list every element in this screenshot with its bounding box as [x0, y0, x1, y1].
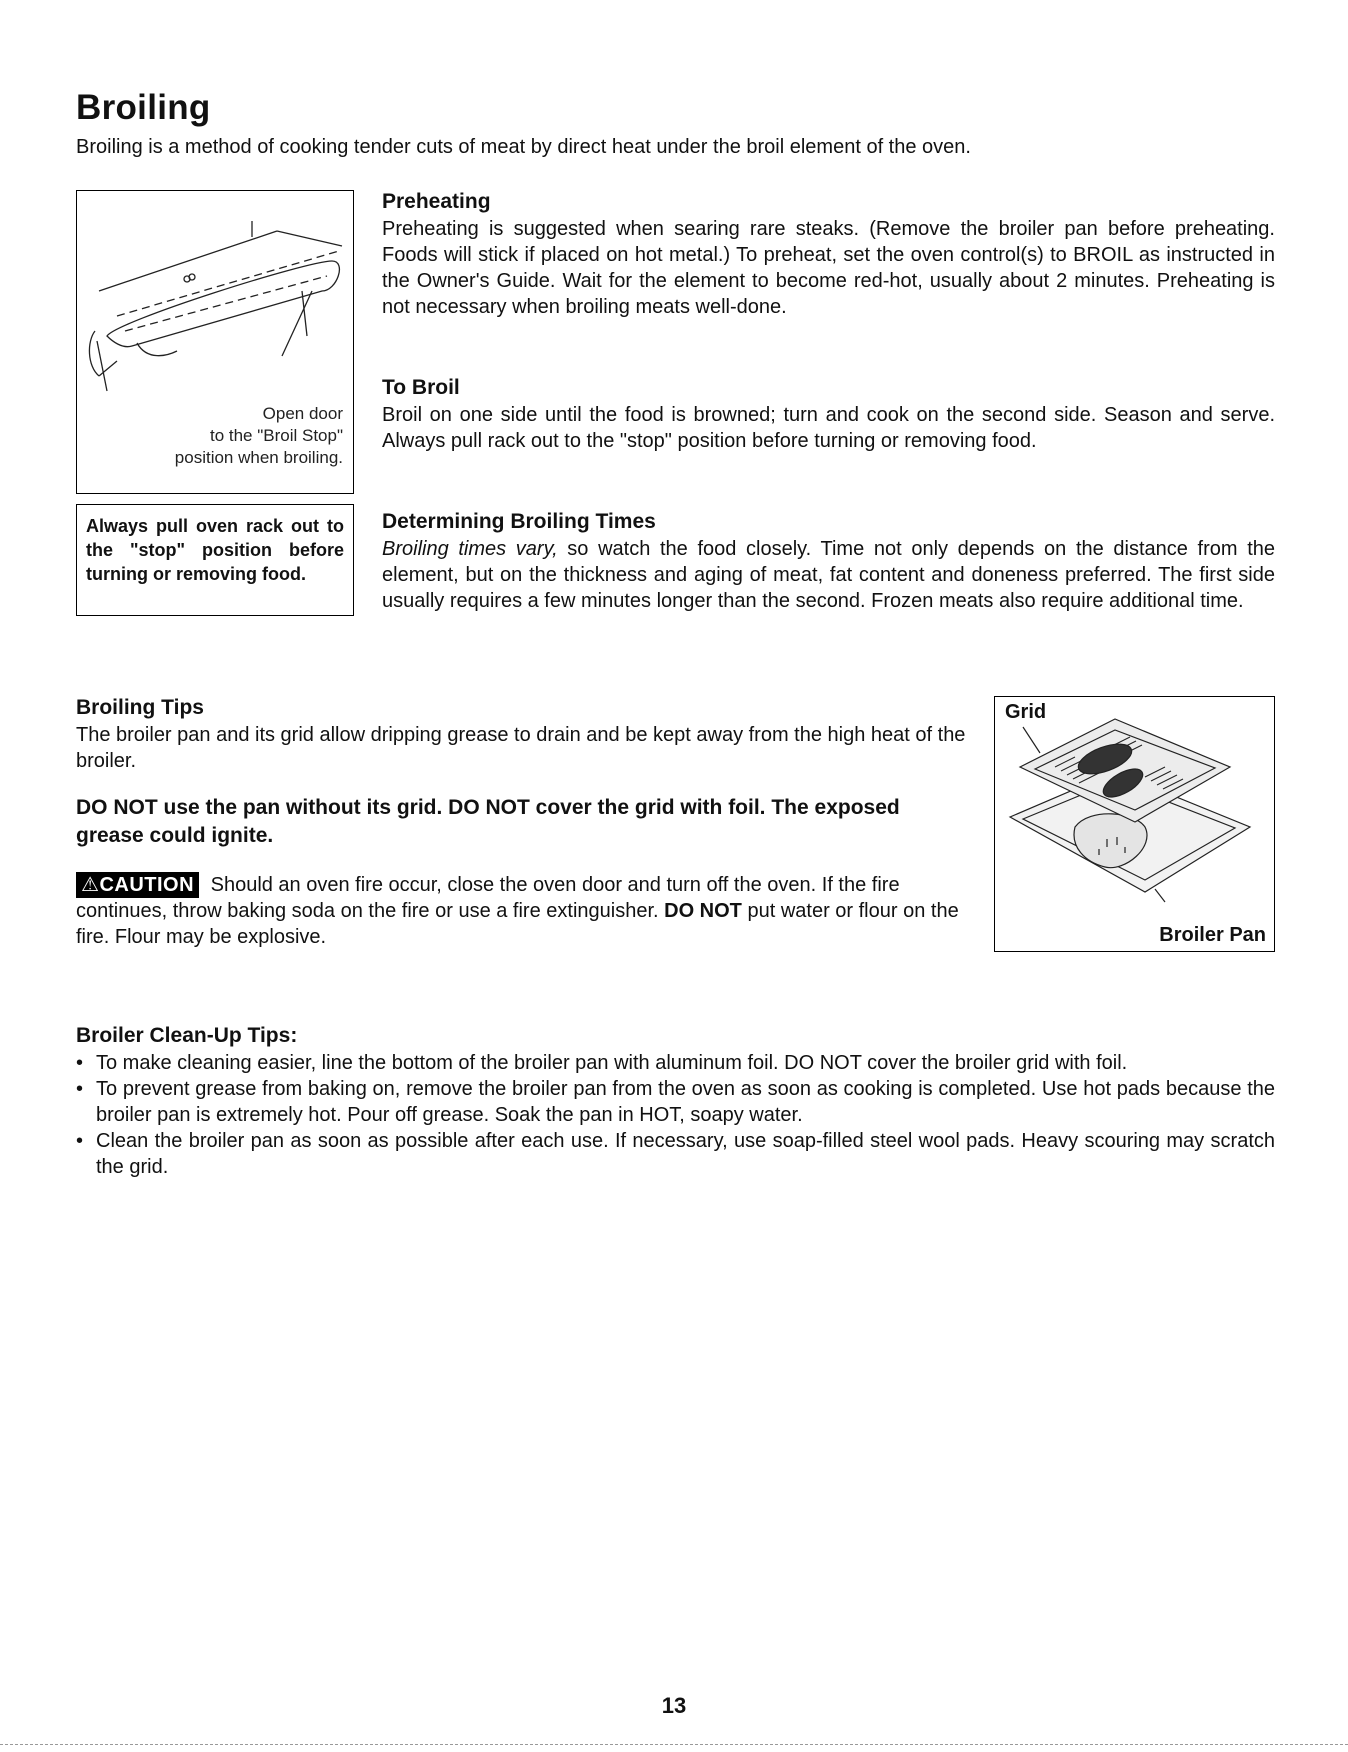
- door-caption-line: to the "Broil Stop": [209, 426, 343, 445]
- to-broil-section: [382, 374, 1275, 454]
- oven-door-figure: [76, 190, 354, 494]
- door-caption: [175, 403, 343, 469]
- broiling-tips-body: The broiler pan and its grid allow dripping grease to drain and be kept away from the high heat of the broiler.: [76, 724, 966, 772]
- broiling-tips-section: [76, 694, 970, 950]
- footer-divider: [0, 1744, 1348, 1745]
- caution-text-end: put water or flour on the fire. Flour may be explosive.: [76, 900, 959, 948]
- broiling-tips-heading: Broiling Tips: [76, 696, 204, 719]
- list-item: • Clean the broiler pan as soon as possible after each use. If necessary, use soap-filled steel wool pads. Heavy scouring may scratch the grid.: [76, 1128, 1275, 1180]
- list-item: • To make cleaning easier, line the bottom of the broiler pan with aluminum foil. DO NOT cover the broiler grid with foil.: [76, 1050, 1275, 1076]
- caution-badge: [76, 872, 199, 898]
- preheating-body: Preheating is suggested when searing rare steaks. (Remove the broiler pan before preheating. Foods will stick if placed on hot metal.) To preheat, set the oven control(s) to BROIL as instructed in the Owner's Guide. Wait for the element to become red-hot, usually about 2 minutes. Preheating is not necessary when broiling meats well-done.: [382, 218, 1275, 318]
- rack-warning-box: Always pull oven rack out to the "stop" position before turning or removing food.: [76, 504, 354, 616]
- broiling-times-heading: Determining Broiling Times: [382, 510, 656, 533]
- warning-triangle-icon: ⚠: [81, 874, 100, 896]
- preheating-section: [382, 188, 1275, 320]
- page-title: Broiling: [76, 88, 211, 127]
- preheating-heading: Preheating: [382, 190, 491, 213]
- cleanup-heading: Broiler Clean-Up Tips:: [76, 1024, 298, 1047]
- page-number: 13: [661, 1693, 687, 1718]
- broiling-times-text: so watch the food closely. Time not only depends on the distance from the element, but on the thickness and aging of meat, fat content and doneness preferred. The first side usually requires a few minutes longer than the second. Frozen meats also require additional time.: [382, 538, 1276, 612]
- caution-paragraph: [76, 872, 970, 950]
- door-caption-line: position when broiling.: [174, 448, 343, 467]
- broiler-pan-illustration: [995, 697, 1276, 953]
- to-broil-heading: To Broil: [382, 376, 460, 399]
- broiler-pan-label: Broiler Pan: [1159, 924, 1266, 946]
- caution-bold: DO NOT: [664, 900, 742, 922]
- broiler-pan-figure: [994, 696, 1275, 952]
- cleanup-section: [76, 1022, 1275, 1180]
- door-caption-line: Open door: [262, 404, 343, 423]
- intro-text: Broiling is a method of cooking tender cuts of meat by direct heat under the broil element of the oven.: [76, 136, 971, 158]
- list-item: • To prevent grease from baking on, remove the broiler pan from the oven as soon as cooking is completed. Use hot pads because the broiler pan is extremely hot. Pour off grease. Soak the pan in HOT, soapy water.: [76, 1076, 1275, 1128]
- caution-text: Should an oven fire occur, close the oven door and turn off the oven. If the fire continues, throw baking soda on the fire or use a fire extinguisher.: [76, 874, 900, 922]
- grid-foil-warning: DO NOT use the pan without its grid. DO NOT cover the grid with foil. The exposed grease could ignite.: [76, 796, 900, 847]
- broiling-times-section: [382, 508, 1275, 614]
- caution-badge-label: CAUTION: [99, 874, 195, 896]
- to-broil-body: Broil on one side until the food is browned; turn and cook on the second side. Season and serve. Always pull rack out to the "stop" position before turning or removing food.: [382, 404, 1275, 452]
- cleanup-list: [76, 1050, 1275, 1180]
- broiling-times-body: [382, 536, 1275, 614]
- grid-label: Grid: [1005, 701, 1047, 723]
- broiling-times-italic: Broiling times vary,: [382, 538, 558, 560]
